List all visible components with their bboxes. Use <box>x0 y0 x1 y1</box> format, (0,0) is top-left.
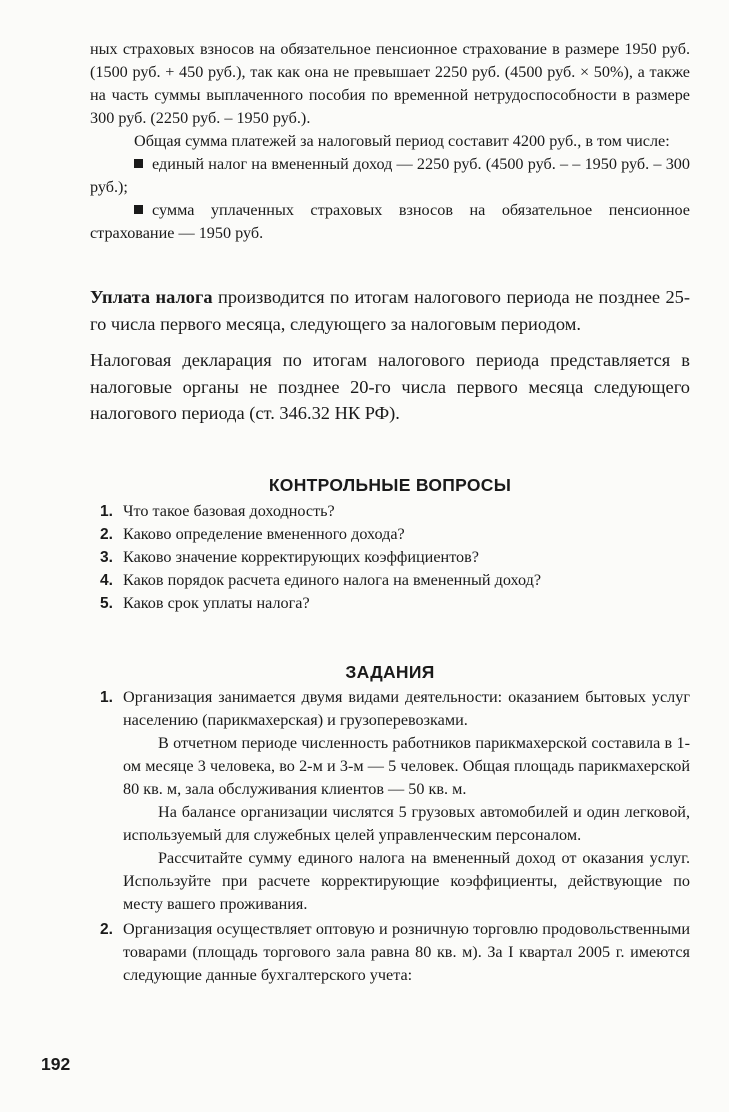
task-item: 2. Организация осуществляет оптовую и розничную торговлю продовольственными товарами (площадь торгового зала равна 80 кв. м). За I квартал 2005 г. имеются следующие данные бухгалтерского учета: <box>90 918 690 987</box>
example-calculation <box>90 38 690 245</box>
question-item: 1. Что такое базовая доходность? <box>100 502 335 520</box>
task-paragraph: Организация осуществляет оптовую и розничную торговлю продовольственными товарами (площадь торгового зала равна 80 кв. м). За I квартал 2005 г. имеются следующие данные бухгалтерского учета: <box>123 920 690 984</box>
square-bullet-icon <box>134 205 143 214</box>
example-total: Общая сумма платежей за налоговый период составит 4200 руб., в том числе: <box>134 132 670 150</box>
payment-paragraph: Уплата налога производится по итогам налогового периода не позднее 25-го числа первого месяца, следующего за налоговым периодом. <box>90 287 690 334</box>
question-item: 5. Каков срок уплаты налога? <box>100 594 310 612</box>
task-paragraph: На балансе организации числятся 5 грузовых автомобилей и один легковой, используемый для служебных целей управленческим персоналом. <box>123 803 690 844</box>
task-paragraph: В отчетном периоде численность работников парикмахерской составила в 1-ом месяце 3 человека, во 2-м и 3-м — 5 человек. Общая площадь парикмахерской 80 кв. м, зала обслуживания клиентов — 50 кв. м. <box>123 734 690 798</box>
question-item: 4. Каков порядок расчета единого налога на вмененный доход? <box>100 571 542 589</box>
question-item: 2. Каково определение вмененного дохода? <box>100 525 405 543</box>
square-bullet-icon <box>134 159 143 168</box>
tasks-heading: ЗАДАНИЯ <box>345 662 435 682</box>
declaration-paragraph: Налоговая декларация по итогам налогового периода представляется в налоговые органы не позднее 20-го числа первого месяца следующего налогового периода (ст. 346.32 НК РФ). <box>90 350 690 423</box>
tasks-list <box>90 686 690 987</box>
task-paragraph: Рассчитайте сумму единого налога на вмененный доход от оказания услуг. Используйте при расчете корректирующие коэффициенты, действующие по месту вашего проживания. <box>123 849 690 913</box>
payment-term: Уплата налога <box>90 287 213 307</box>
bullet-item: сумма уплаченных страховых взносов на обязательное пенсионное страхование — 1950 руб. <box>90 201 690 242</box>
questions-heading: КОНТРОЛЬНЫЕ ВОПРОСЫ <box>268 475 512 495</box>
example-continuation: ных страховых взносов на обязательное пенсионное страхование в размере 1950 руб. (1500 руб. + 450 руб.), так как она не превышает 2250 руб. (4500 руб. × 50%), а также на часть суммы выплаченного пособия по временной нетрудоспособности в размере 300 руб. (2250 руб. – 1950 руб.). <box>90 40 690 127</box>
main-text <box>90 284 690 427</box>
task-item: 1. Организация занимается двумя видами деятельности: оказанием бытовых услуг населению (парикмахерская) и грузоперевозками. В отчетном периоде численность работников парикмахерской составила в 1-ом месяце 3 человека, во 2-м и 3-м — 5 человек. Общая площадь парикмахерской 80 кв. м, зала обслуживания клиентов — 50 кв. м. На балансе организации числятся 5 грузовых автомобилей и один легковой, используемый для служебных целей управленческим персоналом. Рассчитайте сумму единого налога на вмененный доход от оказания услуг. Используйте при расчете корректирующие коэффициенты, действующие по месту вашего проживания. <box>90 686 690 916</box>
questions-list <box>90 500 690 615</box>
page-number: 192 <box>41 1054 71 1074</box>
task-paragraph: Организация занимается двумя видами деятельности: оказанием бытовых услуг населению (парикмахерская) и грузоперевозками. <box>123 688 690 729</box>
bullet-item: единый налог на вмененный доход — 2250 руб. (4500 руб. – – 1950 руб. – 300 руб.); <box>90 155 690 196</box>
question-item: 3. Каково значение корректирующих коэффициентов? <box>100 548 479 566</box>
